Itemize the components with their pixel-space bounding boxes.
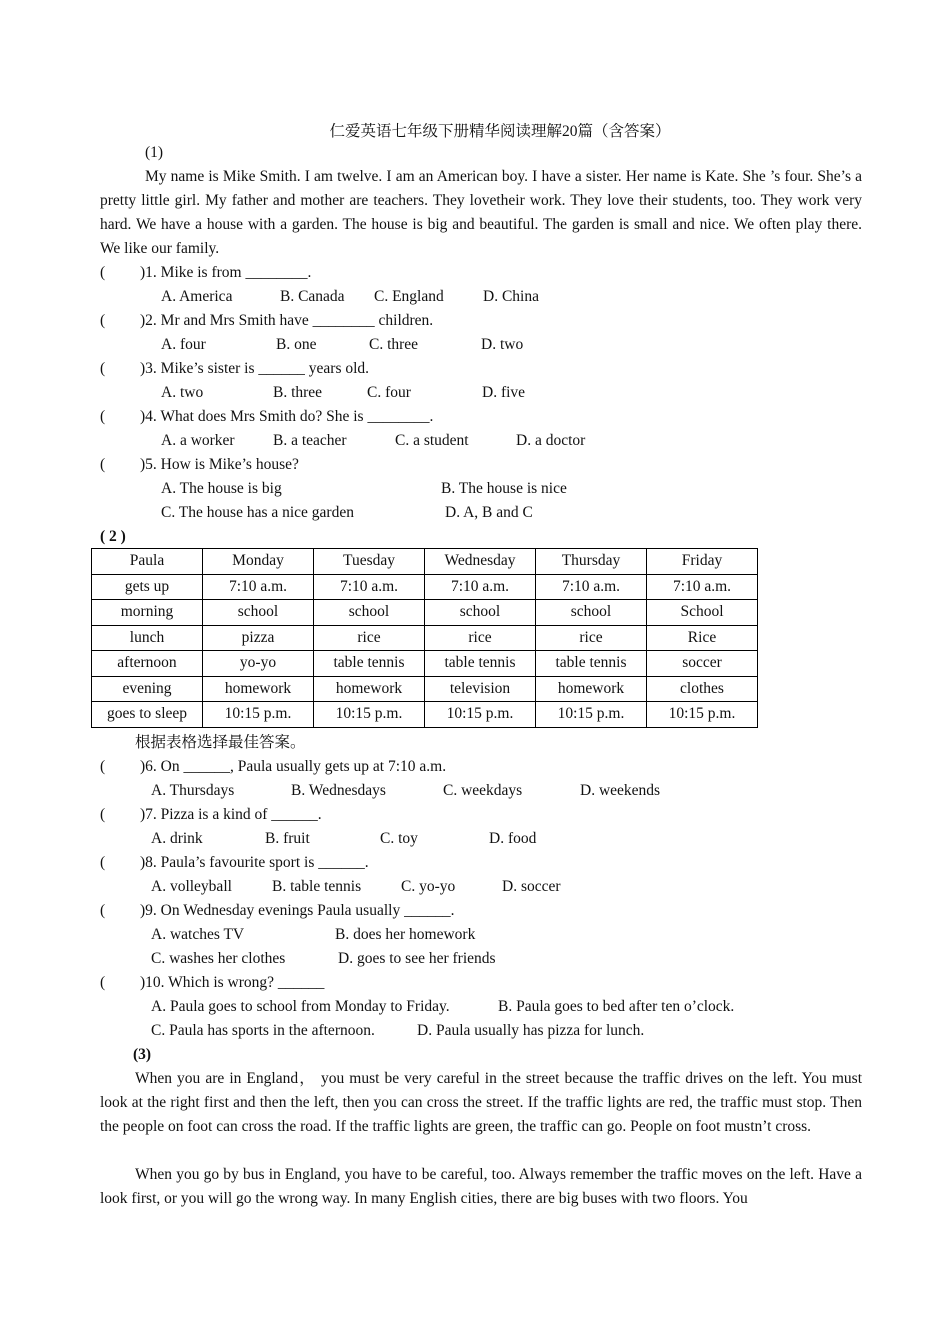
option-b: B. a teacher [273, 432, 347, 449]
answer-paren: ( [100, 974, 106, 991]
question-8-options [0, 875, 950, 899]
table-row-label: lunch [92, 625, 203, 651]
option-a: A. watches TV [151, 926, 245, 943]
table-cell: School [647, 600, 758, 626]
table-cell: school [425, 600, 536, 626]
table-cell: Thursday [536, 549, 647, 575]
option-b: B. table tennis [272, 878, 362, 895]
option-b: B. does her homework [335, 926, 476, 943]
section-2-instruction: 根据表格选择最佳答案。 [135, 734, 306, 751]
option-d: D. two [481, 336, 524, 353]
option-d: D. Paula usually has pizza for lunch. [417, 1022, 645, 1039]
option-c: C. toy [380, 830, 418, 847]
question-stem: )4. What does Mrs Smith do? She is ________. [140, 408, 434, 425]
table-header-row [92, 549, 758, 575]
answer-paren: ( [100, 456, 106, 473]
question-2 [100, 309, 433, 333]
question-8 [100, 851, 369, 875]
table-row [92, 702, 758, 728]
option-b: B. Paula goes to bed after ten o’clock. [498, 998, 735, 1015]
answer-paren: ( [100, 758, 106, 775]
question-10-options-row-1 [0, 995, 950, 1019]
table-row [92, 600, 758, 626]
answer-paren: ( [100, 854, 106, 871]
question-stem: )10. Which is wrong? ______ [140, 974, 325, 991]
answer-paren: ( [100, 264, 106, 281]
document-title: 仁爱英语七年级下册精华阅读理解20篇（含答案） [329, 123, 671, 140]
question-9-options-row-2 [0, 947, 950, 971]
question-5 [100, 453, 299, 477]
table-cell: 10:15 p.m. [314, 702, 425, 728]
answer-paren: ( [100, 312, 106, 329]
table-row-label: morning [92, 600, 203, 626]
question-9-options-row-1 [0, 923, 950, 947]
section-3-paragraph-2: When you go by bus in England, you have to be careful, too. Always remember the traffic moves on the left. Have a look first, or you will go the wrong way. In many English cities, there are big buses with two floors. You [100, 1166, 862, 1207]
option-c: C. washes her clothes [151, 950, 286, 967]
question-5-options-row-2 [0, 501, 950, 525]
option-a: A. America [161, 288, 233, 305]
table-cell: homework [203, 676, 314, 702]
option-d: D. soccer [502, 878, 561, 895]
question-5-options-row-1 [0, 477, 950, 501]
option-c: C. England [374, 288, 444, 305]
table-cell: Rice [647, 625, 758, 651]
table-cell: 10:15 p.m. [536, 702, 647, 728]
question-stem: )5. How is Mike’s house? [140, 456, 299, 473]
option-a: A. Thursdays [151, 782, 235, 799]
section-3-paragraph-1: When you are in England， you must be very careful in the street because the traffic drives on the left. You must look at the right first and then the left, then you can cross the street. If the traffic lights are red, the traffic must stop. Then the people on foot can cross the road. If the traffic lights are green, the traffic can go. People on foot mustn’t cross. [100, 1070, 862, 1135]
option-d: D. weekends [580, 782, 661, 799]
question-7-options [0, 827, 950, 851]
table-cell: school [314, 600, 425, 626]
option-d: D. China [483, 288, 539, 305]
option-b: B. one [276, 336, 317, 353]
table-cell: 10:15 p.m. [425, 702, 536, 728]
table-cell: table tennis [314, 651, 425, 677]
question-6-options [0, 779, 950, 803]
table-cell: table tennis [536, 651, 647, 677]
table-row-label: goes to sleep [92, 702, 203, 728]
table-row [92, 625, 758, 651]
table-cell: rice [425, 625, 536, 651]
table-cell: Tuesday [314, 549, 425, 575]
table-row-label: evening [92, 676, 203, 702]
question-stem: )2. Mr and Mrs Smith have ________ children. [140, 312, 434, 329]
table-cell: yo-yo [203, 651, 314, 677]
table-cell: pizza [203, 625, 314, 651]
option-a: A. four [161, 336, 206, 353]
question-1 [100, 261, 311, 285]
option-d: D. a doctor [516, 432, 586, 449]
table-cell: Friday [647, 549, 758, 575]
option-c: C. weekdays [443, 782, 523, 799]
option-a: A. volleyball [151, 878, 232, 895]
table-cell: rice [314, 625, 425, 651]
table-cell: 7:10 a.m. [647, 574, 758, 600]
question-4-options [0, 429, 950, 453]
option-a: A. The house is big [161, 480, 282, 497]
table-cell: 7:10 a.m. [536, 574, 647, 600]
table-cell: 7:10 a.m. [203, 574, 314, 600]
question-stem: )8. Paula’s favourite sport is ______. [140, 854, 369, 871]
table-cell: table tennis [425, 651, 536, 677]
table-row [92, 676, 758, 702]
table-row-label: gets up [92, 574, 203, 600]
option-b: B. Wednesdays [291, 782, 386, 799]
option-b: B. fruit [265, 830, 310, 847]
table-row-label: afternoon [92, 651, 203, 677]
table-row [92, 651, 758, 677]
question-4 [100, 405, 433, 429]
section-1-passage: My name is Mike Smith. I am twelve. I am an American boy. I have a sister. Her name is Kate. She ’s four. She’s a pretty little girl. My father and mother are teachers. They lovetheir work. They love their students, too. They work very hard. We have a house with a garden. The house is big and beautiful. The garden is small and nice. We often play there. We like our family. [100, 168, 862, 257]
option-d: D. five [482, 384, 526, 401]
question-3-options [0, 381, 950, 405]
option-d: D. goes to see her friends [338, 950, 496, 967]
option-d: D. A, B and C [445, 504, 533, 521]
question-10-options-row-2 [0, 1019, 950, 1043]
question-9 [100, 899, 454, 923]
question-stem: )3. Mike’s sister is ______ years old. [140, 360, 370, 377]
table-cell: 7:10 a.m. [314, 574, 425, 600]
section-3-label: (3) [133, 1046, 152, 1063]
table-cell: homework [314, 676, 425, 702]
question-6 [100, 755, 446, 779]
table-cell: Wednesday [425, 549, 536, 575]
option-d: D. food [489, 830, 537, 847]
table-cell: television [425, 676, 536, 702]
table-cell: 10:15 p.m. [203, 702, 314, 728]
question-stem: )6. On ______, Paula usually gets up at 7:10 a.m. [140, 758, 447, 775]
table-cell: 7:10 a.m. [425, 574, 536, 600]
option-a: A. two [161, 384, 204, 401]
option-c: C. Paula has sports in the afternoon. [151, 1022, 375, 1039]
table-cell: 10:15 p.m. [647, 702, 758, 728]
section-2-label: ( 2 ) [100, 528, 126, 545]
schedule-table [91, 548, 758, 728]
option-a: A. a worker [161, 432, 235, 449]
question-stem: )7. Pizza is a kind of ______. [140, 806, 322, 823]
section-1-label: (1) [145, 144, 164, 161]
question-stem: )9. On Wednesday evenings Paula usually ______. [140, 902, 455, 919]
option-b: B. Canada [280, 288, 345, 305]
option-c: C. yo-yo [401, 878, 456, 895]
table-cell: school [536, 600, 647, 626]
question-10 [100, 971, 324, 995]
option-c: C. a student [395, 432, 469, 449]
question-3 [100, 357, 369, 381]
option-a: A. drink [151, 830, 203, 847]
answer-paren: ( [100, 360, 106, 377]
answer-paren: ( [100, 902, 106, 919]
option-b: B. The house is nice [441, 480, 567, 497]
option-c: C. three [369, 336, 419, 353]
table-cell: soccer [647, 651, 758, 677]
answer-paren: ( [100, 408, 106, 425]
table-row-label: Paula [92, 549, 203, 575]
table-row [92, 574, 758, 600]
table-cell: rice [536, 625, 647, 651]
table-cell: clothes [647, 676, 758, 702]
table-cell: school [203, 600, 314, 626]
question-1-options [0, 285, 950, 309]
answer-paren: ( [100, 806, 106, 823]
option-b: B. three [273, 384, 323, 401]
option-a: A. Paula goes to school from Monday to Friday. [151, 998, 450, 1015]
question-7 [100, 803, 322, 827]
option-c: C. The house has a nice garden [161, 504, 354, 521]
option-c: C. four [367, 384, 411, 401]
table-cell: homework [536, 676, 647, 702]
question-stem: )1. Mike is from ________. [140, 264, 312, 281]
question-2-options [0, 333, 950, 357]
table-cell: Monday [203, 549, 314, 575]
